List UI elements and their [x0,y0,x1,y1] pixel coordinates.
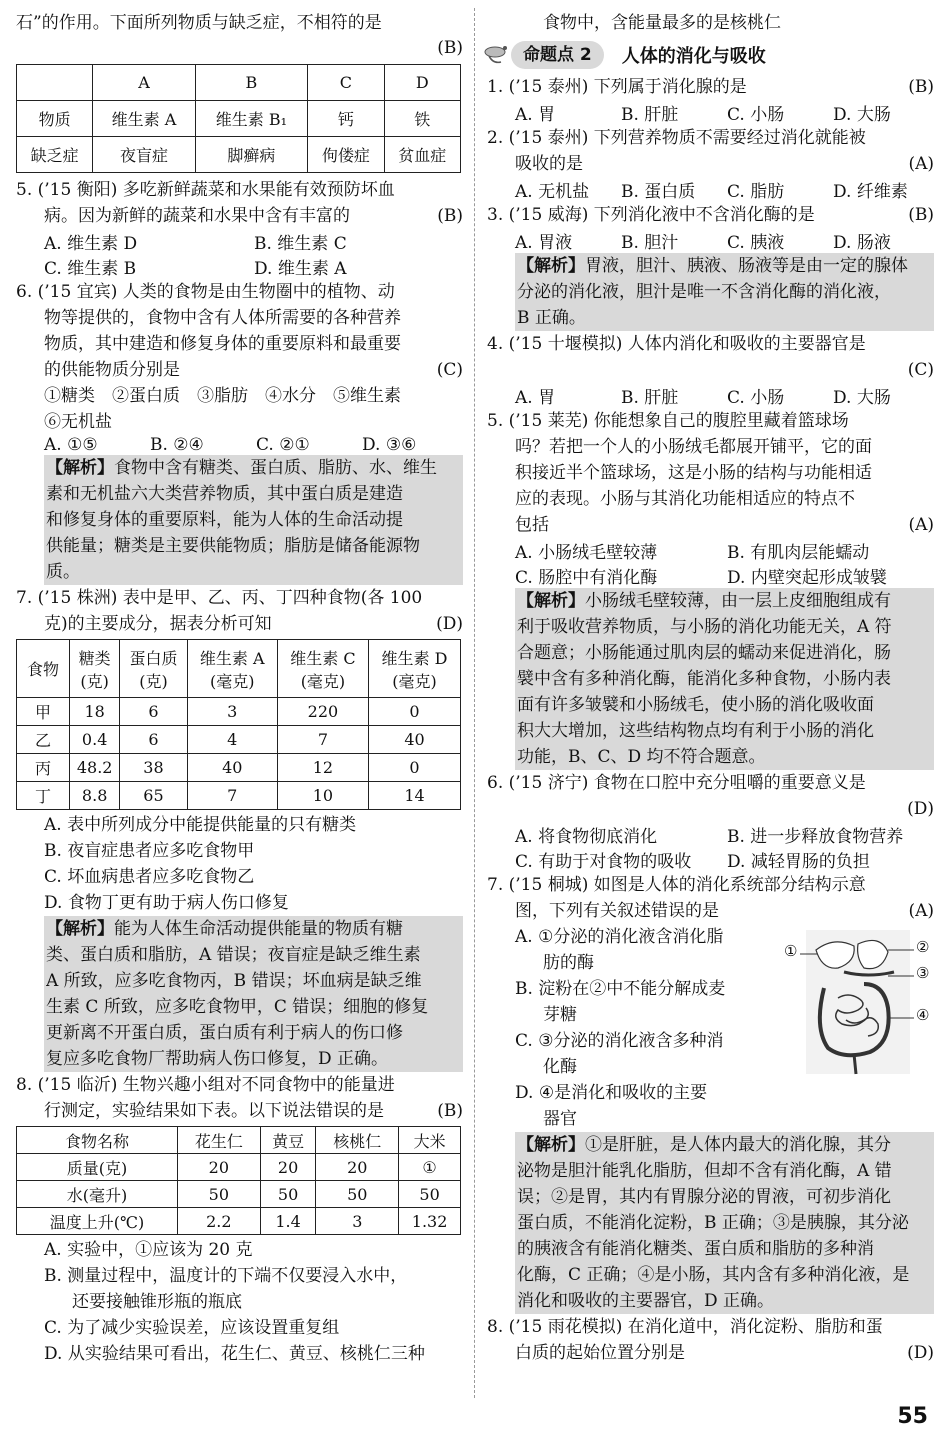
r-q6-answer: (D) [907,799,934,819]
table-cell: D [384,65,460,101]
digestive-system-figure [784,928,934,1076]
question-7: 7. (’15 株洲) 表中是甲、乙、丙、丁四种食物(各 100 克)的主要成分，据表分析可知 (D) 食物 糖类 (克) 蛋白质 (克) 维生素 A (毫克) 维生素 C (毫克) 维生素 D (毫克) 甲 18 6 3 220 0 乙 0.4 6 4 7 40 丙 48.2 38 40 12 0 丁 8.8 65 7 10 14 A. 表中所列成分中能提供能量的只有糖类 B. 夜盲症患者应多吃食物甲 C. 坏血病患者应多吃食物乙 D. 食物丁更有助于病人伤口修复 【解析】能为人体生命活动提供能量的物质有糖 类、蛋白质和脂肪，A 错误；夜盲症是缺乏维生素 A 所致，应多吃食物丙，B 错误；坏血病是缺乏维 生素 C 所致，应多吃食物甲，C 错误；细胞的修复 更新离不开蛋白质，蛋白质有利于病人的伤口修 复应多吃食物厂帮助病人伤口修复，D 正确。 [16,585,463,1072]
table-cell: C [308,65,384,101]
r-question-3: 3. (’15 威海) 下列消化液中不含消化酶的是 (B) A. 胃液 B. 胆汁 C. 胰液 D. 肠液 【解析】胃液，胆汁、胰液、肠液等是由一定的腺体 分泌的消化液，胆汁是唯一不含消化酶的消化液， B 正确。 [487,202,934,331]
r-question-5: 5. (’15 莱芜) 你能想象自己的腹腔里藏着篮球场 吗？若把一个人的小肠绒毛都展开铺平，它的面 积接近半个篮球场，这是小肠的结构与功能相适 应的表现。小肠与其消化功能相适应的特点不 包括 (A) A. 小肠绒毛壁较薄 B. 有肌肉层能蠕动 C. 肠腔中有消化酶 D. 内壁突起形成皱襞 【解析】小肠绒毛壁较薄，由一层上皮细胞组成有 利于吸收营养物质，与小肠的消化功能无关，A 符 合题意；小肠能通过肌肉层的蠕动来促进消化，肠 襞中含有多种消化酶，能消化多种食物，小肠内表 面有许多皱襞和小肠绒毛，使小肠的消化吸收面 积大大增加，这些结构物点均有利于小肠的消化 功能，B、C、D 均不符合题意。 [487,408,934,770]
q4-stem-end: 石”的作用。下面所列物质与缺乏症，不相符的是 [16,13,382,33]
fig-label-2: ② [916,938,930,956]
table-header-cell: 维生素 D (毫克) [369,640,461,698]
r-q7-explanation: 【解析】①是肝脏，是人体内最大的消化腺，其分 泌物是胆汁能乳化脂肪，但却不含有消化酶，A 错 误；②是胃，其内有胃腺分泌的胃液，可初步消化 蛋白质，不能消化淀粉，B 正确；③是胰腺，其分泌 的胰液含有能消化糖类、蛋白质和脂肪的多种消 化酶，C 正确；④是小肠，其内含有多种消化液，是 消化和吸收的主要器官，D 正确。 [515,1132,934,1314]
section-header [483,38,934,72]
r-q2-answer: (A) [908,154,934,174]
r-q5-answer: (A) [908,515,934,535]
section-label: 命题点 2 [511,41,604,69]
question-6: 6. (’15 宜宾) 人类的食物是由生物圈中的植物、动 物等提供的，食物中含有人体所需要的各种营养 物质，其中建造和修复身体的重要原料和最重要 的供能物质分别是 (C) ①糖类 ②蛋白质 ③脂肪 ④水分 ⑤维生素 ⑥无机盐 A. ①⑤ B. ②④ C. ②① D. ③⑥ 【解析】食物中含有糖类、蛋白质、脂肪、水、维生 素和无机盐六大类营养物质，其中蛋白质是建造 和修复身体的重要原料，能为人体的生命活动提 供能量；糖类是主要供能物质；脂肪是储备能源物 质。 [16,279,463,585]
left-column [16,0,463,1367]
table-header-cell: 维生素 C (毫克) [277,640,368,698]
table-cell: B [195,65,308,101]
r-question-1: 1. (’15 泰州) 下列属于消化腺的是 (B) A. 胃 B. 肝脏 C. 小肠 D. 大肠 [487,74,934,125]
table-header-cell: 维生素 A (毫克) [187,640,277,698]
r-q4-answer: (C) [907,360,934,380]
q6-explanation: 【解析】食物中含有糖类、蛋白质、脂肪、水、维生 素和无机盐六大类营养物质，其中蛋白质是建造 和修复身体的重要原料，能为人体的生命活动提 供能量；糖类是主要供能物质；脂肪是储备能源物 质。 [44,455,463,585]
right-column: 食物中，含能量最多的是核桃仁 命题点 2 人体的消化与吸收 1. (’15 泰州) 下列属于消化腺的是 (B) A. 胃 B. 肝脏 C. 小肠 D. 大肠 2. (’15 泰州) 下列营养物质不需要经过消化就能被 吸收的是 (A) A. 无机盐 B. 蛋白质 C. 脂肪 D. 纤维素 3. (’15 威海) 下列消化液中不含消化酶的是 (B) A. 胃液 B. 胆汁 C. 胰液 D. 肠液 【解析】胃液，胆汁、胰液、肠液等是由一定的腺体 分泌的消化液，胆汁是唯一不含消化酶的消化液， B 正确。 4. (’15 十堰模拟) 人体内消化和吸收的主要器官是 (C) A. 胃 B. 肝脏 C. 小肠 D. 大肠 5. (’15 莱芜) 你能想象自己的腹腔里藏着篮球场 吗？若把一个人的小肠绒毛都展开铺平，它的面 积接近半个篮球场，这是小肠的结构与功能相适 应的表现。小肠与其消化功能相适应的特点不 包括 (A) A. 小肠绒毛壁较薄 B. 有肌肉层能蠕动 C. 肠腔中有消化酶 D. 内壁突起形成皱襞 【解析】小肠绒毛壁较薄，由一层上皮细胞组成有 利于吸收营养物质，与小肠的消化功能无关，A 符 合题意；小肠能通过肌肉层的蠕动来促进消化，肠 襞中含有多种消化酶，能消化多种食物，小肠内表 面有许多皱襞和小肠绒毛，使小肠的消化吸收面 积大大增加，这些结构物点均有利于小肠的消化 功能，B、C、D 均不符合题意。 6. (’15 济宁) 食物在口腔中充分咀嚼的重要意义是 (D) A. 将食物彻底消化 B. 进一步释放食物营养 C. 有助于对食物的吸收 D. 减轻胃肠的负担 7. (’15 桐城) 如图是人体的消化系统部分结构示意 图，下列有关叙述错误的是 (A) ① ② ③ ④ A. ①分泌的消化液含消化脂 肪的酶 B. 淀粉在②中不能分解成麦 芽糖 C. ③分泌的消化液含多种消 化酶 D. ④是消化和吸收的主要 器官 【解析】①是肝脏，是人体内最大的消化腺，其分 泌物是胆汁能乳化脂肪，但却不含有消化酶，A 错 误；②是胃，其内有胃腺分泌的胃液，可初步消化 蛋白质，不能消化淀粉，B 正确；③是胰腺，其分泌 的胰液含有能消化糖类、蛋白质和脂肪的多种消 化酶，C 正确；④是小肠，其内含有多种消化液，是 消化和吸收的主要器官，D 正确。 8. (’15 雨花模拟) 在消化道中，消化淀粉、脂肪和蛋 白质的起始位置分别是 (D) [487,0,934,1366]
r-q5-explanation: 【解析】小肠绒毛壁较薄，由一层上皮细胞组成有 利于吸收营养物质，与小肠的消化功能无关，A 符 合题意；小肠能通过肌肉层的蠕动来促进消化，肠 襞中含有多种消化酶，能消化多种食物，小肠内表 面有许多皱襞和小肠绒毛，使小肠的消化吸收面 积大大增加，这些结构物点均有利于小肠的消化 功能，B、C、D 均不符合题意。 [515,588,934,770]
table-row: 甲 18 6 3 220 0 [17,698,461,726]
table-cell: 佝偻症 [308,137,384,173]
table-cell: 钙 [308,101,384,137]
q4-answer: (B) [437,38,463,58]
table-row: 丁 8.8 65 7 10 14 [17,782,461,810]
r-question-8: 8. (’15 雨花模拟) 在消化道中，消化淀粉、脂肪和蛋 白质的起始位置分别是 (D) [487,1314,934,1366]
table-cell: 维生素 A [93,101,195,137]
q7-answer: (D) [436,614,463,634]
table-cell: A [93,65,195,101]
r-q7-answer: (A) [908,901,934,921]
table-row: 温度上升(℃) 2.2 1.4 3 1.32 [17,1208,461,1235]
r-q3-explanation: 【解析】胃液，胆汁、胰液、肠液等是由一定的腺体 分泌的消化液，胆汁是唯一不含消化酶的消化液， B 正确。 [515,253,934,331]
table-row: 质量(克) 20 20 20 ① [17,1154,461,1181]
table-cell: 铁 [384,101,460,137]
q6-answer: (C) [436,360,463,380]
table-row: 乙 0.4 6 4 7 40 [17,726,461,754]
q8-answer: (B) [437,1101,463,1121]
table-cell: 物质 [17,101,93,137]
q7-explanation: 【解析】能为人体生命活动提供能量的物质有糖 类、蛋白质和脂肪，A 错误；夜盲症是缺乏维生素 A 所致，应多吃食物丙，B 错误；坏血病是缺乏维 生素 C 所致，应多吃食物甲，C 错误；细胞的修复 更新离不开蛋白质，蛋白质有利于病人的伤口修 复应多吃食物厂帮助病人伤口修复，D 正确。 [44,916,463,1072]
table-header-cell: 食物 [17,640,70,698]
vitamin-deficiency-table [16,64,461,173]
table-cell: 缺乏症 [17,137,93,173]
r-question-2: 2. (’15 泰州) 下列营养物质不需要经过消化就能被 吸收的是 (A) A. 无机盐 B. 蛋白质 C. 脂肪 D. 纤维素 [487,128,934,202]
r-question-4: 4. (’15 十堰模拟) 人体内消化和吸收的主要器官是 (C) A. 胃 B. 肝脏 C. 小肠 D. 大肠 [487,334,934,408]
r-question-6: 6. (’15 济宁) 食物在口腔中充分咀嚼的重要意义是 (D) A. 将食物彻底消化 B. 进一步释放食物营养 C. 有助于对食物的吸收 D. 减轻胃肠的负担 [487,773,934,872]
fig-label-3: ③ [916,964,930,982]
r-q1-answer: (B) [908,77,934,97]
column-divider [474,8,475,1398]
food-energy-table: 食物名称 花生仁 黄豆 核桃仁 大米 质量(克) 20 20 20 ① 水(毫升) 50 50 50 50 温度上升(℃) 2.2 1.4 3 1.32 [16,1126,461,1235]
fig-label-1: ① [784,942,798,960]
satellite-icon [483,42,511,68]
fig-label-4: ④ [916,1006,930,1024]
q5-answer: (B) [437,206,463,226]
r-q8-answer: (D) [907,1343,934,1363]
table-row: 水(毫升) 50 50 50 50 [17,1181,461,1208]
table-header-cell: 糖类 (克) [70,640,120,698]
section-title: 人体的消化与吸收 [621,46,766,67]
page-number: 55 [897,1404,928,1429]
r-question-7: 7. (’15 桐城) 如图是人体的消化系统部分结构示意 图，下列有关叙述错误的是 (A) ① ② ③ ④ A. ①分泌的消化液含消化脂 肪的酶 B. 淀粉在②中不能分解成麦 芽糖 C. ③分泌的消化液含多种消 化酶 D. ④是消化和吸收的主要 器官 【解析】①是肝脏，是人体内最大的消化腺，其分 泌物是胆汁能乳化脂肪，但却不含有消化酶，A 错 误；②是胃，其内有胃腺分泌的胃液，可初步消化 蛋白质，不能消化淀粉，B 正确；③是胰腺，其分泌 的胰液含有能消化糖类、蛋白质和脂肪的多种消 化酶，C 正确；④是小肠，其内含有多种消化液，是 消化和吸收的主要器官，D 正确。 [487,872,934,1314]
table-cell: 贫血症 [384,137,460,173]
question-5: 5. (’15 衡阳) 多吃新鲜蔬菜和水果能有效预防坏血 病。因为新鲜的蔬菜和水果中含有丰富的 (B) A. 维生素 D B. 维生素 C C. 维生素 B D. 维生素 A [16,180,463,279]
table-cell: 维生素 B₁ [195,101,308,137]
table-cell: 夜盲症 [93,137,195,173]
table-cell: 脚癣病 [195,137,308,173]
table-header-cell: 蛋白质 (克) [120,640,187,698]
r-q3-answer: (B) [908,205,934,225]
question-8: 8. (’15 临沂) 生物兴趣小组对不同食物中的能量进 行测定，实验结果如下表。以下说法错误的是 (B) 食物名称 花生仁 黄豆 核桃仁 大米 质量(克) 20 20 20 ① 水(毫升) 50 50 50 50 温度上升(℃) 2.2 1.4 3 1.32 A. 实验中，①应该为 20 克 B. 测量过程中，温度计的下端不仅要浸入水中， 还要接触锥形瓶的瓶底 C. 为了减少实验误差，应该设置重复组 D. 从实验结果可看出，花生仁、黄豆、核桃仁三种 [16,1075,463,1364]
table-row: 丙 48.2 38 40 12 0 [17,754,461,782]
table-cell [17,65,93,101]
food-composition-table [16,639,461,810]
